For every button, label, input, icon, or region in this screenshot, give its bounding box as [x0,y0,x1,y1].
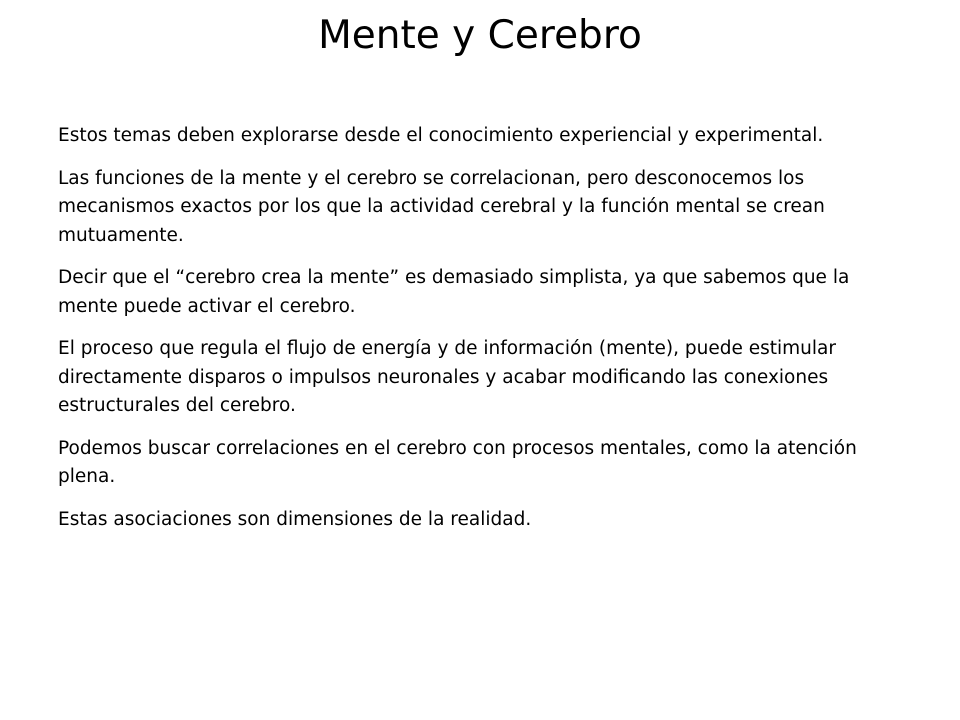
paragraph-5: Podemos buscar correlaciones en el cerebro con procesos mentales, como la atención plena. [58,437,857,487]
paragraph-4: El proceso que regula el flujo de energía y de información (mente), puede estimular directamente disparos o impulsos neuronales y acabar modificando las conexiones estructurales del cerebro. [58,338,836,416]
paragraph-3: Decir que el “cerebro crea la mente” es demasiado simplista, ya que sabemos que la mente puede activar el cerebro. [58,267,850,317]
paragraph-1: Estos temas deben explorarse desde el conocimiento experiencial y experimental. [58,125,824,146]
paragraph-6: Estas asociaciones son dimensiones de la realidad. [58,508,532,530]
slide-body [58,122,908,548]
paragraph-2: Las funciones de la mente y el cerebro se correlacionan, pero desconocemos los mecanismos exactos por los que la actividad cerebral y la función mental se crean mutuamente. [58,167,825,246]
slide-title: Mente y Cerebro [318,13,642,58]
